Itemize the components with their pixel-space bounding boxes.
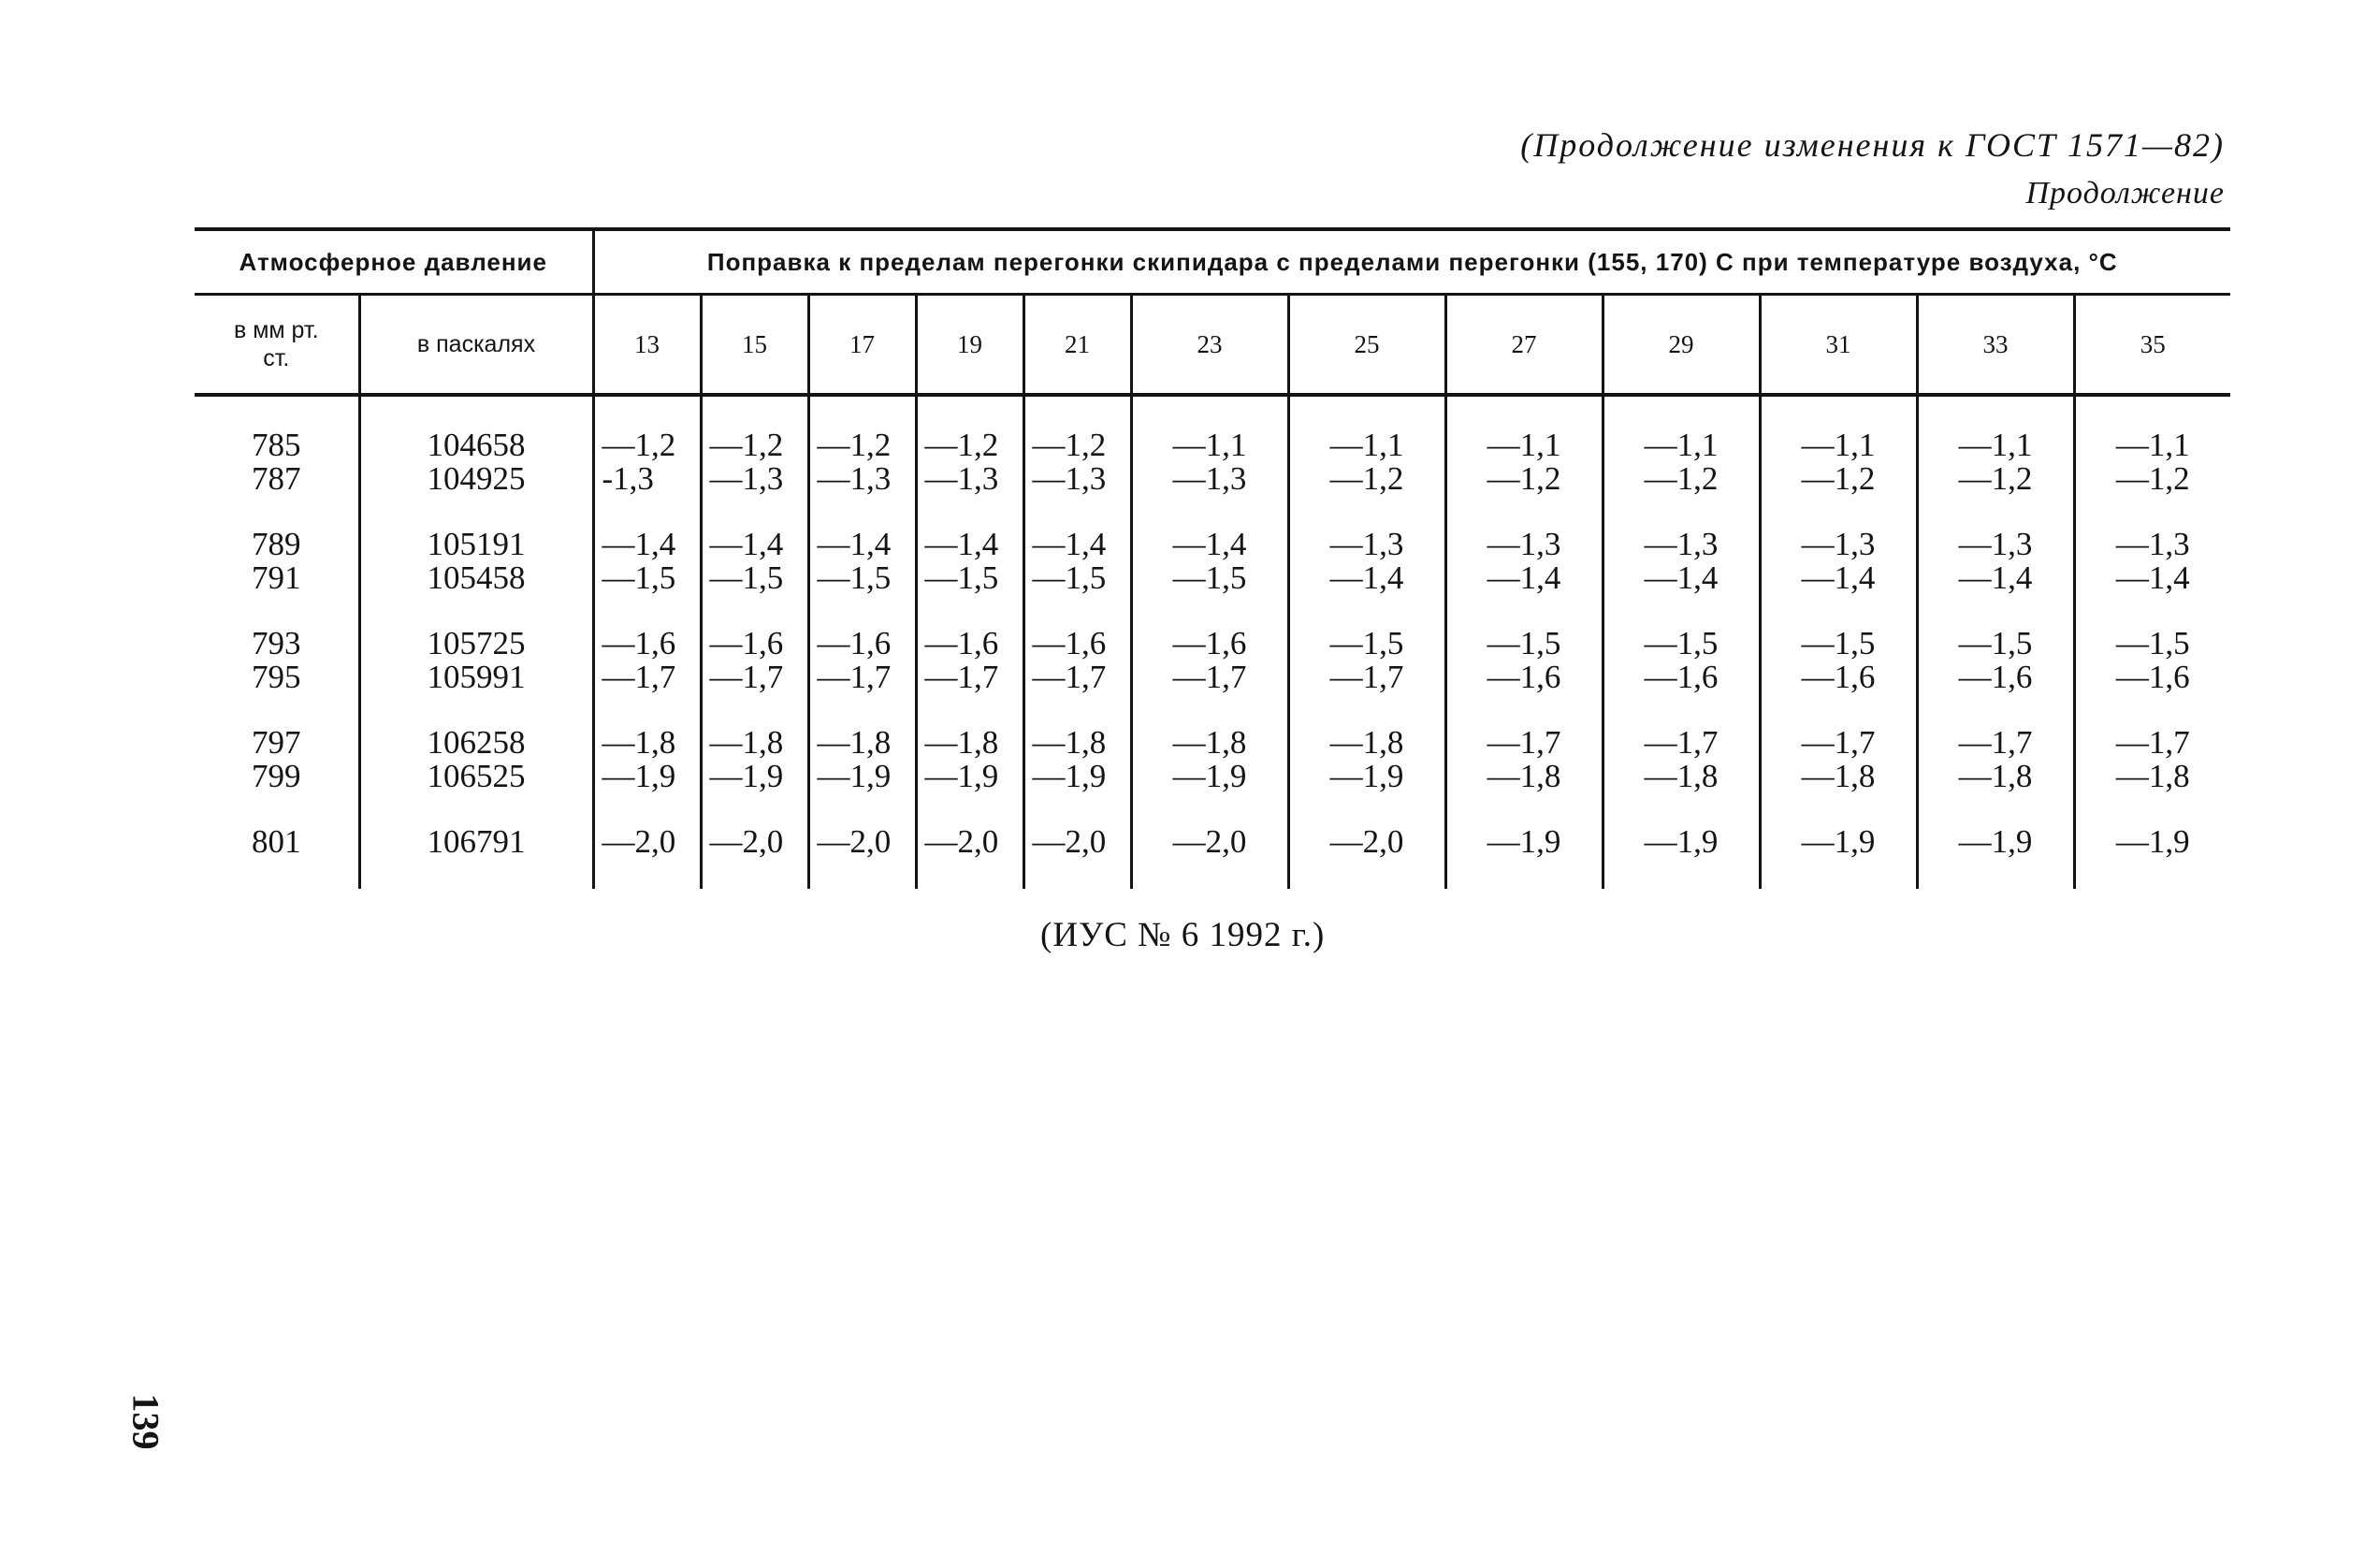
- cell-correction: [916, 825, 1023, 889]
- header-pascals: в паскалях: [359, 295, 593, 396]
- cell-value: 789: [252, 526, 301, 562]
- cell-value: —1,4: [1329, 559, 1404, 596]
- cell-correction: [2074, 627, 2230, 726]
- cell-correction: [593, 825, 701, 889]
- cell-value: —1,3: [817, 460, 892, 497]
- cell-value: —1,2: [1801, 460, 1876, 497]
- cell-value: —1,3: [1644, 526, 1719, 562]
- cell-value: —1,9: [1644, 823, 1719, 860]
- cell-mm-hg: [195, 627, 359, 726]
- cell-value: —1,3: [924, 460, 999, 497]
- cell-value: —1,9: [602, 758, 676, 794]
- cell-mm-hg: [195, 825, 359, 889]
- cell-value: —1,2: [1958, 460, 2033, 497]
- cell-value: —1,8: [1032, 724, 1107, 761]
- continued-label: Продолжение: [2025, 176, 2225, 211]
- cell-correction: [1288, 726, 1445, 825]
- cell-value: —1,8: [602, 724, 676, 761]
- cell-value: —1,6: [1801, 659, 1876, 695]
- cell-value: —1,1: [1172, 427, 1247, 463]
- cell-value: —2,0: [1329, 823, 1404, 860]
- cell-pascals: [359, 726, 593, 825]
- cell-value: —2,0: [1032, 823, 1107, 860]
- cell-value: 106258: [427, 724, 526, 761]
- cell-value: —2,0: [602, 823, 676, 860]
- cell-value: —1,2: [602, 427, 676, 463]
- cell-value: —1,7: [2115, 724, 2190, 761]
- cell-mm-hg: [195, 726, 359, 825]
- cell-mm-hg: [195, 528, 359, 627]
- header-correction: Поправка к пределам перегонки скипидара с пределами перегонки (155, 170) С при температуре воздуха, °С: [593, 229, 2230, 295]
- cell-value: 795: [252, 659, 301, 695]
- cell-value: —1,3: [2115, 526, 2190, 562]
- cell-value: 105991: [427, 659, 526, 695]
- cell-value: —1,8: [1487, 758, 1561, 794]
- cell-correction: [1760, 528, 1917, 627]
- cell-correction: [701, 428, 808, 528]
- cell-value: —1,1: [1958, 427, 2033, 463]
- cell-value: —1,8: [709, 724, 784, 761]
- header-temp-13: 13: [593, 295, 701, 396]
- cell-correction: [1445, 825, 1603, 889]
- cell-value: —1,6: [1032, 625, 1107, 661]
- table-row-group: [195, 627, 2230, 726]
- cell-value: —1,6: [817, 625, 892, 661]
- cell-value: 787: [252, 460, 301, 497]
- cell-value: —1,4: [1801, 559, 1876, 596]
- cell-correction: [1760, 627, 1917, 726]
- cell-value: 105191: [427, 526, 526, 562]
- cell-correction: [1760, 825, 1917, 889]
- cell-value: —1,9: [2115, 823, 2190, 860]
- cell-value: -1,3: [602, 460, 654, 497]
- cell-value: —1,4: [924, 526, 999, 562]
- cell-correction: [916, 726, 1023, 825]
- cell-value: —1,7: [602, 659, 676, 695]
- cell-value: —1,7: [1172, 659, 1247, 695]
- cell-value: —1,7: [924, 659, 999, 695]
- cell-correction: [1288, 428, 1445, 528]
- header-temp-27: 27: [1445, 295, 1603, 396]
- cell-value: 791: [252, 559, 301, 596]
- cell-value: —1,5: [602, 559, 676, 596]
- cell-correction: [808, 726, 916, 825]
- page-number: 139: [124, 1393, 167, 1450]
- cell-value: —1,5: [924, 559, 999, 596]
- cell-value: —1,1: [1487, 427, 1561, 463]
- cell-pascals: [359, 428, 593, 528]
- cell-value: —1,8: [1801, 758, 1876, 794]
- cell-value: —2,0: [817, 823, 892, 860]
- cell-value: —1,7: [709, 659, 784, 695]
- cell-value: —1,4: [602, 526, 676, 562]
- cell-correction: [1288, 825, 1445, 889]
- cell-correction: [701, 825, 808, 889]
- cell-value: —1,9: [1958, 823, 2033, 860]
- header-atmospheric-pressure: Атмосферное давление: [195, 229, 593, 295]
- cell-value: 104658: [427, 427, 526, 463]
- cell-correction: [701, 726, 808, 825]
- cell-value: —1,3: [1172, 460, 1247, 497]
- cell-correction: [1445, 627, 1603, 726]
- cell-correction: [808, 627, 916, 726]
- cell-value: —1,3: [1801, 526, 1876, 562]
- cell-correction: [1603, 825, 1760, 889]
- cell-value: —1,4: [817, 526, 892, 562]
- cell-correction: [593, 726, 701, 825]
- cell-value: 793: [252, 625, 301, 661]
- cell-value: —2,0: [709, 823, 784, 860]
- cell-value: —1,4: [2115, 559, 2190, 596]
- table-body: [195, 395, 2230, 889]
- cell-value: —1,2: [709, 427, 784, 463]
- cell-value: —1,3: [1487, 526, 1561, 562]
- table-row-group: [195, 825, 2230, 889]
- cell-correction: [593, 627, 701, 726]
- cell-value: —1,3: [1329, 526, 1404, 562]
- cell-value: 785: [252, 427, 301, 463]
- cell-value: —1,3: [1032, 460, 1107, 497]
- cell-correction: [1131, 627, 1288, 726]
- cell-value: —1,1: [1644, 427, 1719, 463]
- cell-value: —1,3: [709, 460, 784, 497]
- cell-correction: [1603, 428, 1760, 528]
- cell-correction: [1917, 627, 2074, 726]
- cell-value: —1,7: [1801, 724, 1876, 761]
- cell-value: 106525: [427, 758, 526, 794]
- cell-correction: [1023, 627, 1131, 726]
- cell-value: —1,2: [2115, 460, 2190, 497]
- cell-value: —1,8: [924, 724, 999, 761]
- header-temp-15: 15: [701, 295, 808, 396]
- cell-value: —1,5: [2115, 625, 2190, 661]
- cell-correction: [1131, 726, 1288, 825]
- cell-value: —1,9: [1172, 758, 1247, 794]
- cell-correction: [1131, 528, 1288, 627]
- cell-correction: [1023, 528, 1131, 627]
- header-temp-19: 19: [916, 295, 1023, 396]
- cell-value: —1,4: [1487, 559, 1561, 596]
- cell-value: —1,7: [1032, 659, 1107, 695]
- cell-correction: [1917, 825, 2074, 889]
- cell-correction: [1131, 825, 1288, 889]
- header-temp-33: 33: [1917, 295, 2074, 396]
- cell-correction: [1288, 627, 1445, 726]
- cell-value: —1,1: [2115, 427, 2190, 463]
- ius-reference: (ИУС № 6 1992 г.): [1040, 916, 1326, 954]
- cell-value: —1,5: [1172, 559, 1247, 596]
- cell-mm-hg: [195, 428, 359, 528]
- header-temp-23: 23: [1131, 295, 1288, 396]
- cell-value: —1,8: [1329, 724, 1404, 761]
- cell-pascals: [359, 528, 593, 627]
- continuation-title: (Продолжение изменения к ГОСТ 1571—82): [1520, 126, 2225, 164]
- cell-value: —1,6: [2115, 659, 2190, 695]
- cell-value: —1,9: [1487, 823, 1561, 860]
- cell-correction: [1760, 428, 1917, 528]
- cell-value: —1,2: [1487, 460, 1561, 497]
- cell-value: —1,9: [1329, 758, 1404, 794]
- cell-value: 801: [252, 823, 301, 860]
- cell-value: 799: [252, 758, 301, 794]
- cell-value: 105458: [427, 559, 526, 596]
- cell-value: —1,2: [1644, 460, 1719, 497]
- cell-value: 797: [252, 724, 301, 761]
- header-mm-hg: в мм рт. ст.: [195, 295, 359, 396]
- header-temp-17: 17: [808, 295, 916, 396]
- cell-value: —1,2: [1329, 460, 1404, 497]
- cell-value: —1,8: [1172, 724, 1247, 761]
- header-temp-21: 21: [1023, 295, 1131, 396]
- cell-value: 105725: [427, 625, 526, 661]
- cell-value: —1,3: [1958, 526, 2033, 562]
- cell-value: —1,4: [1032, 526, 1107, 562]
- cell-correction: [1917, 528, 2074, 627]
- cell-value: —1,8: [1958, 758, 2033, 794]
- cell-correction: [1603, 528, 1760, 627]
- header-temp-29: 29: [1603, 295, 1760, 396]
- cell-value: —1,6: [1644, 659, 1719, 695]
- cell-correction: [1603, 627, 1760, 726]
- cell-value: —1,4: [1958, 559, 2033, 596]
- cell-correction: [1445, 428, 1603, 528]
- cell-correction: [808, 825, 916, 889]
- cell-value: 104925: [427, 460, 526, 497]
- cell-correction: [593, 428, 701, 528]
- cell-value: —1,5: [709, 559, 784, 596]
- cell-value: —1,6: [1487, 659, 1561, 695]
- cell-value: —1,7: [1487, 724, 1561, 761]
- cell-value: —1,1: [1329, 427, 1404, 463]
- cell-value: —1,2: [924, 427, 999, 463]
- cell-value: —1,6: [1958, 659, 2033, 695]
- cell-correction: [916, 627, 1023, 726]
- cell-value: —1,5: [1329, 625, 1404, 661]
- cell-value: —1,9: [924, 758, 999, 794]
- cell-value: —1,4: [1644, 559, 1719, 596]
- cell-value: —1,4: [1172, 526, 1247, 562]
- cell-value: —1,1: [1801, 427, 1876, 463]
- table-row-group: [195, 528, 2230, 627]
- cell-correction: [1917, 428, 2074, 528]
- cell-value: —1,5: [1032, 559, 1107, 596]
- cell-value: —1,7: [1644, 724, 1719, 761]
- cell-value: —1,8: [1644, 758, 1719, 794]
- cell-value: —1,7: [817, 659, 892, 695]
- cell-correction: [1023, 726, 1131, 825]
- table-row-group: [195, 428, 2230, 528]
- cell-value: —1,9: [817, 758, 892, 794]
- cell-value: 106791: [427, 823, 526, 860]
- correction-table: [195, 227, 2230, 889]
- table-row-group: [195, 726, 2230, 825]
- cell-value: —1,5: [1958, 625, 2033, 661]
- cell-value: —1,5: [1801, 625, 1876, 661]
- cell-value: —1,5: [817, 559, 892, 596]
- cell-value: —1,5: [1487, 625, 1561, 661]
- cell-value: —1,6: [602, 625, 676, 661]
- cell-value: —1,2: [817, 427, 892, 463]
- cell-correction: [916, 428, 1023, 528]
- cell-correction: [1917, 726, 2074, 825]
- header-temp-35: 35: [2074, 295, 2230, 396]
- cell-correction: [808, 528, 916, 627]
- cell-correction: [1023, 825, 1131, 889]
- cell-correction: [1131, 428, 1288, 528]
- cell-value: —2,0: [1172, 823, 1247, 860]
- header-temp-25: 25: [1288, 295, 1445, 396]
- cell-correction: [2074, 528, 2230, 627]
- cell-value: —1,7: [1329, 659, 1404, 695]
- cell-pascals: [359, 825, 593, 889]
- cell-value: —1,6: [709, 625, 784, 661]
- cell-value: —1,6: [924, 625, 999, 661]
- cell-correction: [1023, 428, 1131, 528]
- cell-value: —1,4: [709, 526, 784, 562]
- cell-correction: [1445, 726, 1603, 825]
- cell-value: —1,9: [1032, 758, 1107, 794]
- cell-value: —1,9: [709, 758, 784, 794]
- cell-value: —1,8: [817, 724, 892, 761]
- cell-value: —1,8: [2115, 758, 2190, 794]
- cell-correction: [2074, 825, 2230, 889]
- header-temp-31: 31: [1760, 295, 1917, 396]
- cell-correction: [593, 528, 701, 627]
- cell-correction: [1760, 726, 1917, 825]
- cell-pascals: [359, 627, 593, 726]
- cell-value: —1,5: [1644, 625, 1719, 661]
- cell-value: —1,9: [1801, 823, 1876, 860]
- cell-correction: [701, 627, 808, 726]
- cell-value: —2,0: [924, 823, 999, 860]
- cell-correction: [916, 528, 1023, 627]
- cell-correction: [1603, 726, 1760, 825]
- cell-correction: [1288, 528, 1445, 627]
- cell-correction: [701, 528, 808, 627]
- cell-correction: [1445, 528, 1603, 627]
- cell-value: —1,6: [1172, 625, 1247, 661]
- cell-correction: [2074, 726, 2230, 825]
- cell-value: —1,7: [1958, 724, 2033, 761]
- cell-correction: [2074, 428, 2230, 528]
- cell-value: —1,2: [1032, 427, 1107, 463]
- cell-correction: [808, 428, 916, 528]
